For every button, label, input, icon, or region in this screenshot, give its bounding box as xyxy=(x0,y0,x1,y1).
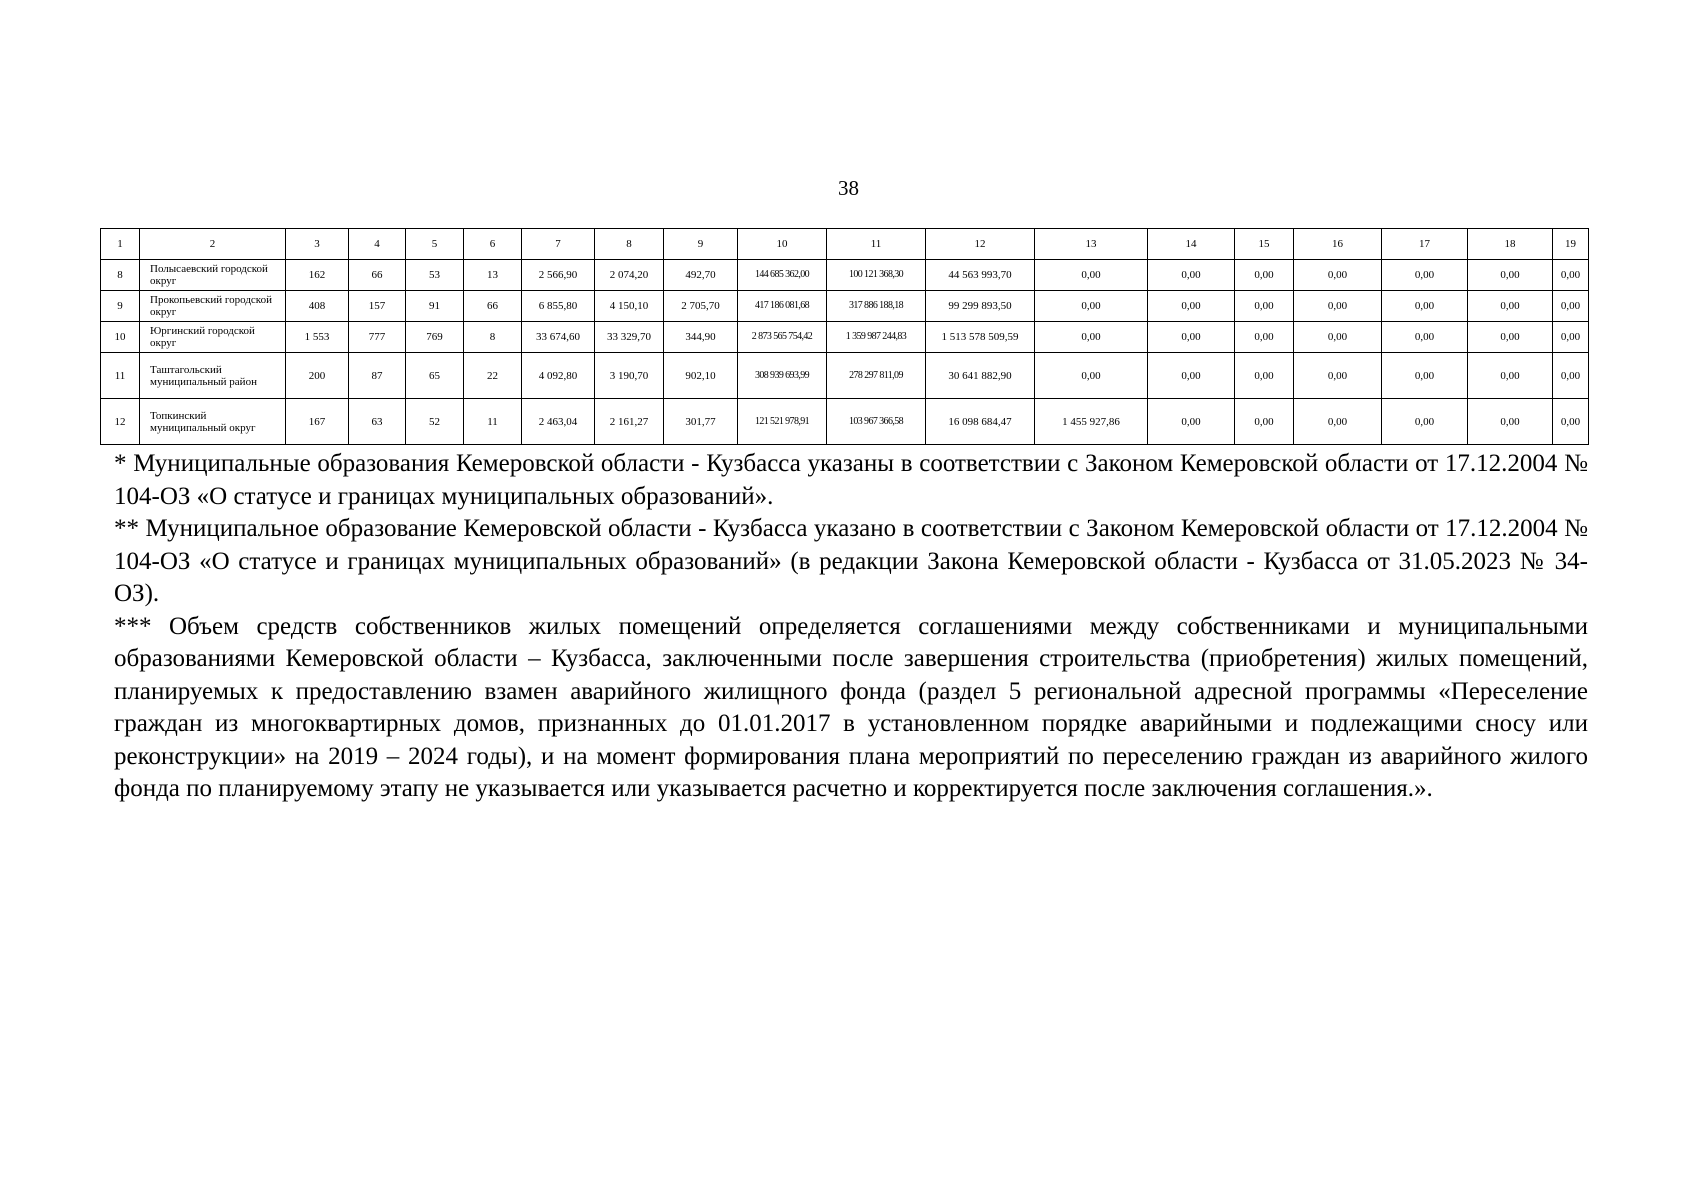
table-cell: 200 xyxy=(286,353,349,399)
table-cell: 0,00 xyxy=(1382,322,1468,353)
table-cell: 308 939 693,99 xyxy=(738,353,827,399)
table-cell: 157 xyxy=(349,291,406,322)
column-header: 13 xyxy=(1035,229,1148,260)
table-cell: 8 xyxy=(464,322,522,353)
table-cell: 278 297 811,09 xyxy=(827,353,926,399)
table-cell: 1 553 xyxy=(286,322,349,353)
table-cell: 2 566,90 xyxy=(522,260,595,291)
table-cell: 6 855,80 xyxy=(522,291,595,322)
column-header: 14 xyxy=(1148,229,1235,260)
table-cell: 30 641 882,90 xyxy=(926,353,1035,399)
table-row xyxy=(101,260,1589,291)
table-cell: 0,00 xyxy=(1035,322,1148,353)
row-number: 9 xyxy=(101,291,140,322)
table-row xyxy=(101,353,1589,399)
table-row xyxy=(101,399,1589,445)
table-cell: 408 xyxy=(286,291,349,322)
table-cell: 52 xyxy=(406,399,464,445)
table-cell: 162 xyxy=(286,260,349,291)
row-number: 10 xyxy=(101,322,140,353)
row-number: 12 xyxy=(101,399,140,445)
table-cell: 0,00 xyxy=(1553,322,1589,353)
table-cell: 777 xyxy=(349,322,406,353)
table-cell: 103 967 366,58 xyxy=(827,399,926,445)
table-header-row xyxy=(101,229,1589,260)
table-cell: 2 873 565 754,42 xyxy=(738,322,827,353)
column-header: 17 xyxy=(1382,229,1468,260)
footnote-2: ** Муниципальное образование Кемеровской области - Кузбасса указано в соответствии с Законом Кемеровской области от 17.12.2004 № 104-ОЗ «О статусе и границах муниципальных образований» (в редакции Закона Кемеровской области - Кузбасса от 31.05.2023 № 34-ОЗ). xyxy=(114,515,1588,607)
table-cell: 4 150,10 xyxy=(595,291,664,322)
table-cell: 0,00 xyxy=(1148,353,1235,399)
column-header: 15 xyxy=(1235,229,1294,260)
column-header: 1 xyxy=(101,229,140,260)
table-cell: 0,00 xyxy=(1553,260,1589,291)
column-header: 16 xyxy=(1294,229,1382,260)
table-cell: 1 513 578 509,59 xyxy=(926,322,1035,353)
table-cell: 0,00 xyxy=(1294,399,1382,445)
column-header: 5 xyxy=(406,229,464,260)
table-cell: 33 674,60 xyxy=(522,322,595,353)
table-cell: 2 161,27 xyxy=(595,399,664,445)
table-cell: 33 329,70 xyxy=(595,322,664,353)
municipality-name: Полысаевский городской округ xyxy=(140,260,286,291)
column-header: 7 xyxy=(522,229,595,260)
table-row xyxy=(101,322,1589,353)
column-header: 8 xyxy=(595,229,664,260)
table-cell: 0,00 xyxy=(1468,291,1553,322)
table-cell: 66 xyxy=(349,260,406,291)
municipality-name: Таштагольский муниципальный район xyxy=(140,353,286,399)
municipality-name: Юргинский городской округ xyxy=(140,322,286,353)
footnotes xyxy=(114,448,1588,806)
table-cell: 0,00 xyxy=(1553,291,1589,322)
table-cell: 0,00 xyxy=(1148,322,1235,353)
table-cell: 769 xyxy=(406,322,464,353)
table-cell: 0,00 xyxy=(1382,399,1468,445)
table-cell: 44 563 993,70 xyxy=(926,260,1035,291)
table-cell: 0,00 xyxy=(1294,353,1382,399)
table-cell: 53 xyxy=(406,260,464,291)
table-cell: 417 186 081,68 xyxy=(738,291,827,322)
table-cell: 0,00 xyxy=(1294,291,1382,322)
table-cell: 0,00 xyxy=(1148,399,1235,445)
table-cell: 0,00 xyxy=(1148,291,1235,322)
table-cell: 317 886 188,18 xyxy=(827,291,926,322)
table-cell: 0,00 xyxy=(1468,260,1553,291)
table-cell: 0,00 xyxy=(1035,260,1148,291)
table-cell: 3 190,70 xyxy=(595,353,664,399)
table-cell: 0,00 xyxy=(1468,322,1553,353)
table-cell: 0,00 xyxy=(1294,322,1382,353)
column-header: 11 xyxy=(827,229,926,260)
column-header: 9 xyxy=(664,229,738,260)
table-cell: 13 xyxy=(464,260,522,291)
table-cell: 16 098 684,47 xyxy=(926,399,1035,445)
column-header: 12 xyxy=(926,229,1035,260)
footnote-3: *** Объем средств собственников жилых помещений определяется соглашениями между собственниками и муниципальными образованиями Кемеровской области – Кузбасса, заключенными после завершения строительства (приобретения) жилых помещений, планируемых к предоставлению взамен аварийного жилищного фонда (раздел 5 региональной адресной программы «Переселение граждан из многоквартирных домов, признанных до 01.01.2017 в установленном порядке аварийными и подлежащими сносу или реконструкции» на 2019 – 2024 годы), и на момент формирования плана мероприятий по переселению граждан из аварийного жилого фонда по планируемому этапу не указывается или указывается расчетно и корректируется после заключения соглашения.». xyxy=(114,612,1588,802)
table-cell: 1 359 987 244,83 xyxy=(827,322,926,353)
table-cell: 492,70 xyxy=(664,260,738,291)
table-cell: 65 xyxy=(406,353,464,399)
municipality-name: Прокопьевский городской округ xyxy=(140,291,286,322)
table-cell: 0,00 xyxy=(1235,322,1294,353)
table-cell: 0,00 xyxy=(1382,260,1468,291)
table-cell: 0,00 xyxy=(1294,260,1382,291)
table-cell: 344,90 xyxy=(664,322,738,353)
table-cell: 0,00 xyxy=(1382,353,1468,399)
table-cell: 91 xyxy=(406,291,464,322)
table-cell: 66 xyxy=(464,291,522,322)
municipality-name: Топкинский муниципальный округ xyxy=(140,399,286,445)
table-cell: 0,00 xyxy=(1468,399,1553,445)
table-cell: 301,77 xyxy=(664,399,738,445)
table-cell: 2 705,70 xyxy=(664,291,738,322)
page-number: 38 xyxy=(838,176,859,200)
table-cell: 87 xyxy=(349,353,406,399)
column-header: 18 xyxy=(1468,229,1553,260)
table-cell: 0,00 xyxy=(1235,353,1294,399)
table-cell: 2 463,04 xyxy=(522,399,595,445)
table-cell: 11 xyxy=(464,399,522,445)
table-cell: 1 455 927,86 xyxy=(1035,399,1148,445)
table-cell: 100 121 368,30 xyxy=(827,260,926,291)
table-cell: 0,00 xyxy=(1235,260,1294,291)
table-cell: 0,00 xyxy=(1553,399,1589,445)
column-header: 3 xyxy=(286,229,349,260)
table-cell: 144 685 362,00 xyxy=(738,260,827,291)
row-number: 11 xyxy=(101,353,140,399)
table-cell: 167 xyxy=(286,399,349,445)
table-cell: 99 299 893,50 xyxy=(926,291,1035,322)
table-cell: 63 xyxy=(349,399,406,445)
table-cell: 0,00 xyxy=(1035,353,1148,399)
table-cell: 0,00 xyxy=(1235,291,1294,322)
column-header: 19 xyxy=(1553,229,1589,260)
table-cell: 4 092,80 xyxy=(522,353,595,399)
table-cell: 0,00 xyxy=(1382,291,1468,322)
table-cell: 0,00 xyxy=(1553,353,1589,399)
table-cell: 121 521 978,91 xyxy=(738,399,827,445)
row-number: 8 xyxy=(101,260,140,291)
table-cell: 0,00 xyxy=(1148,260,1235,291)
table-cell: 0,00 xyxy=(1468,353,1553,399)
data-table xyxy=(100,228,1589,445)
table-cell: 22 xyxy=(464,353,522,399)
footnote-1: * Муниципальные образования Кемеровской области - Кузбасса указаны в соответствии с Законом Кемеровской области от 17.12.2004 № 104-ОЗ «О статусе и границах муниципальных образований». xyxy=(114,450,1588,510)
column-header: 2 xyxy=(140,229,286,260)
column-header: 6 xyxy=(464,229,522,260)
table-cell: 0,00 xyxy=(1235,399,1294,445)
table-cell: 2 074,20 xyxy=(595,260,664,291)
table-cell: 902,10 xyxy=(664,353,738,399)
column-header: 4 xyxy=(349,229,406,260)
table-cell: 0,00 xyxy=(1035,291,1148,322)
column-header: 10 xyxy=(738,229,827,260)
table-row xyxy=(101,291,1589,322)
